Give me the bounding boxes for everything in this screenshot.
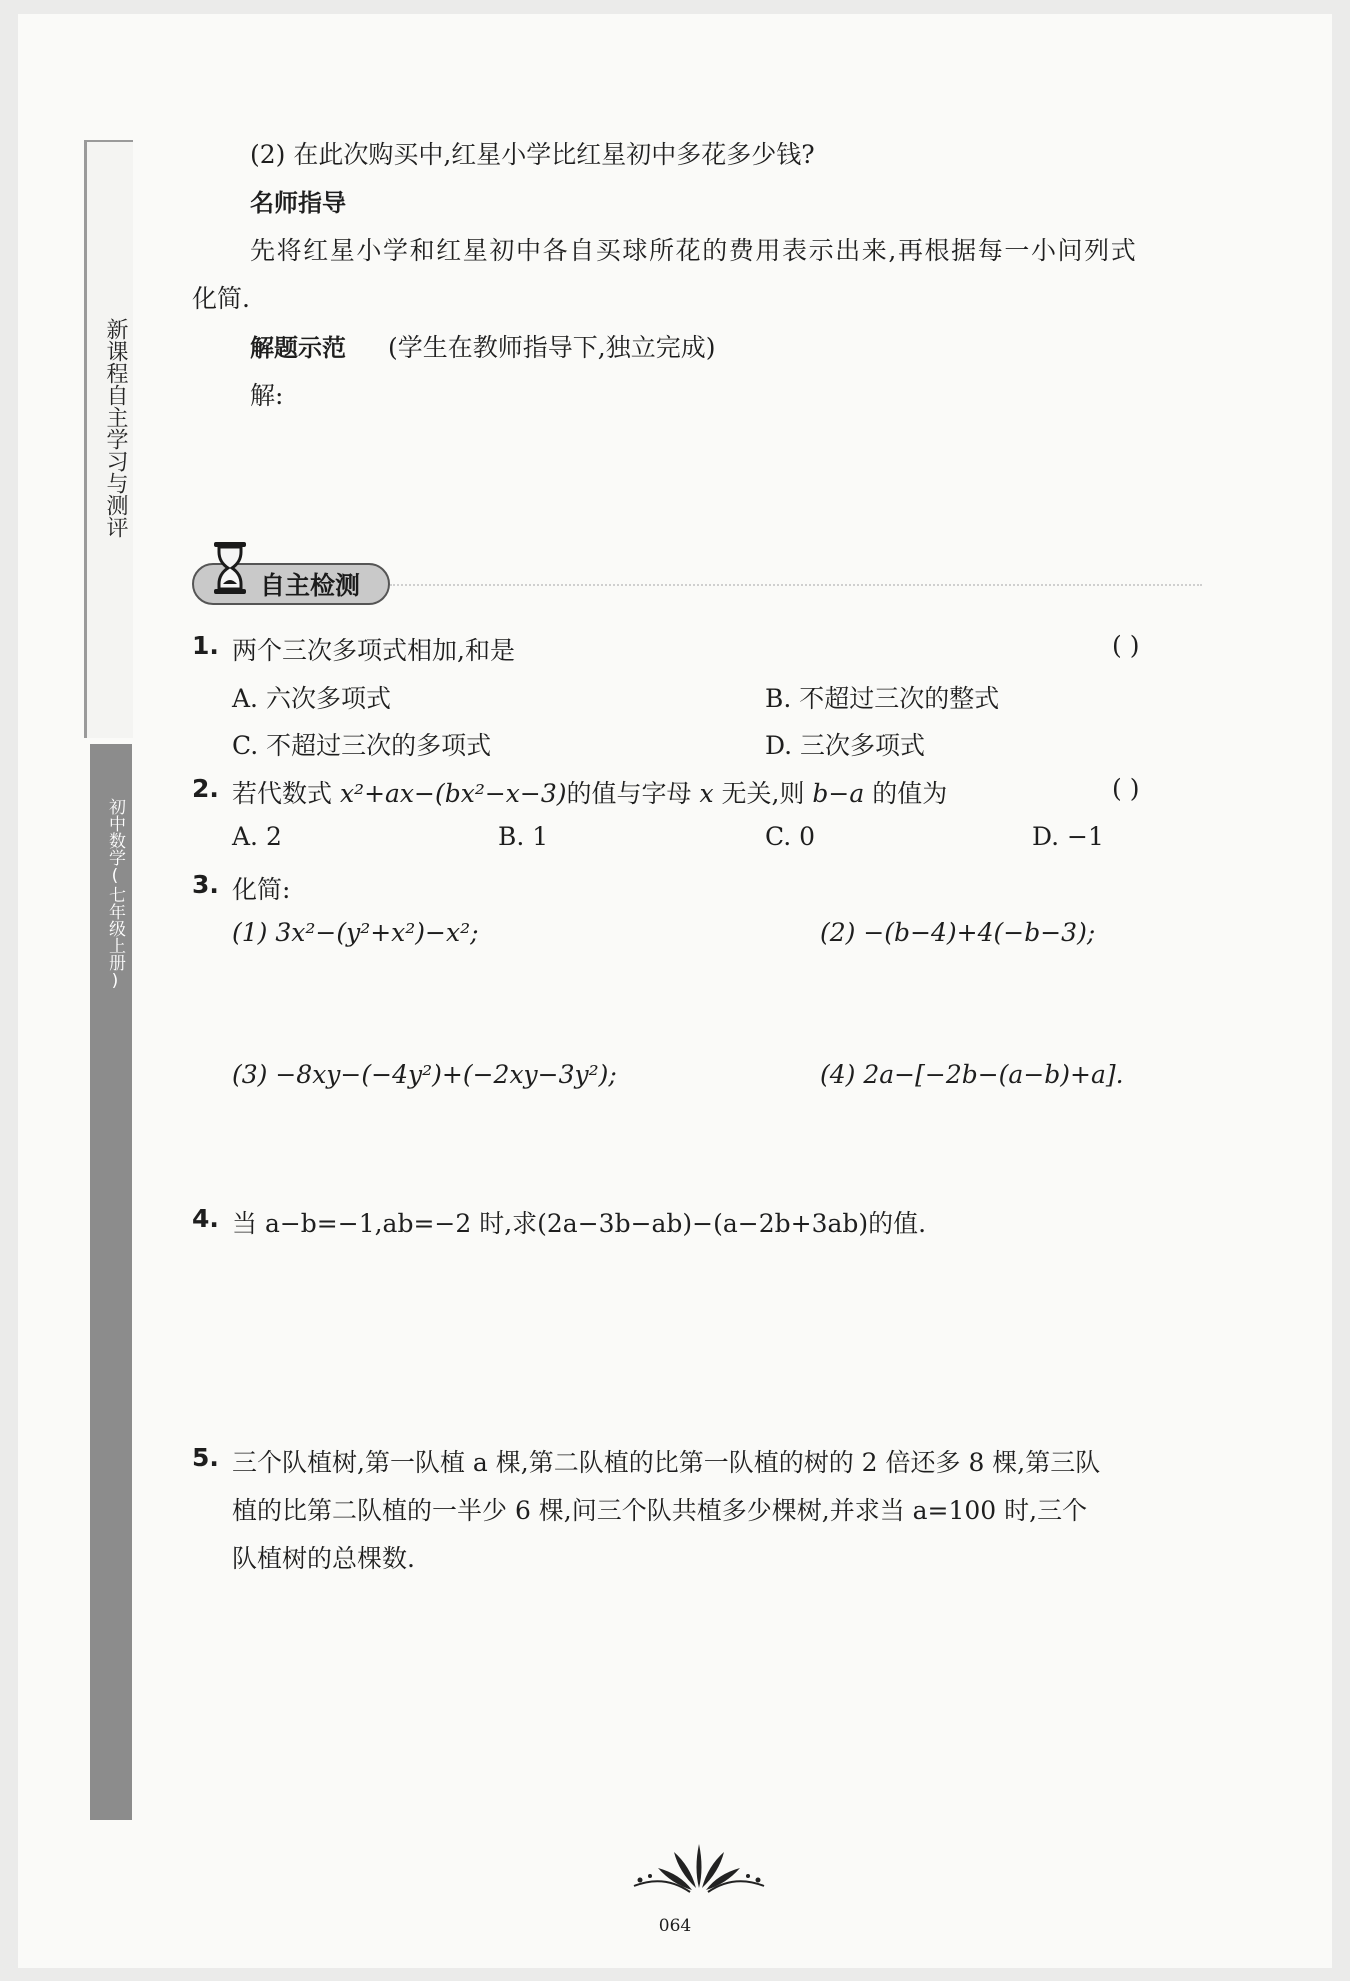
example-question-2: (2) 在此次购买中,红星小学比红星初中多花多少钱? — [250, 140, 815, 169]
q3-part-4: (4) 2a−[−2b−(a−b)+a]. — [820, 1060, 1124, 1089]
q5-line-2: 植的比第二队植的一半少 6 棵,问三个队共植多少棵树,并求当 a=100 时,三个 — [232, 1496, 1088, 1525]
side-tab-upper-label: 新课程自主学习与测评 — [103, 318, 128, 538]
q1-stem: 两个三次多项式相加,和是 — [232, 636, 515, 665]
q2-stem-c: 无关,则 — [713, 779, 813, 808]
q3-number: 3. — [192, 870, 219, 899]
q4-stem: 当 a−b=−1,ab=−2 时,求(2a−3b−ab)−(a−2b+3ab)的值. — [232, 1209, 927, 1238]
q1-option-b: B. 不超过三次的整式 — [765, 684, 1000, 713]
guide-text-line1: 先将红星小学和红星初中各自买球所花的费用表示出来,再根据每一小问列式 — [250, 236, 1138, 265]
q4-number: 4. — [192, 1204, 219, 1233]
q2-answer-expr: b−a — [812, 779, 865, 808]
q2-option-d: D. −1 — [1032, 822, 1104, 851]
q2-expression: x²+ax−(bx²−x−3) — [339, 779, 567, 808]
q1-option-c: C. 不超过三次的多项式 — [232, 731, 492, 760]
q2-stem — [232, 774, 947, 810]
q5-line-3: 队植树的总棵数. — [232, 1544, 415, 1573]
q2-stem-d: 的值为 — [864, 779, 948, 808]
guide-text-line2: 化简. — [192, 284, 250, 313]
q2-variable: x — [699, 779, 714, 808]
q1-answer-blank[interactable]: ( ) — [1112, 631, 1140, 660]
leaf-ornament-icon — [624, 1838, 774, 1896]
solution-note: (学生在教师指导下,独立完成) — [388, 333, 716, 362]
q2-stem-b: 的值与字母 — [566, 779, 700, 808]
q3-part-2: (2) −(b−4)+4(−b−3); — [820, 918, 1096, 947]
q2-option-c: C. 0 — [765, 822, 816, 851]
section-title: 自主检测 — [260, 571, 361, 600]
q2-option-a: A. 2 — [232, 822, 282, 851]
q5-number: 5. — [192, 1443, 219, 1472]
hourglass-icon — [210, 540, 250, 596]
q1-option-d: D. 三次多项式 — [765, 731, 926, 760]
q2-answer-blank[interactable]: ( ) — [1112, 774, 1140, 803]
side-tab-lower-label: 初中数学(七年级上册) — [105, 798, 125, 991]
q3-stem: 化简: — [232, 875, 291, 904]
solution-start: 解: — [250, 381, 284, 410]
q2-stem-a: 若代数式 — [232, 779, 340, 808]
solution-heading: 解题示范 — [250, 334, 346, 362]
q1-option-a: A. 六次多项式 — [232, 684, 391, 713]
q2-option-b: B. 1 — [498, 822, 549, 851]
q3-part-1: (1) 3x²−(y²+x²)−x²; — [232, 918, 479, 947]
q2-number: 2. — [192, 774, 219, 803]
page-number: 064 — [658, 1916, 692, 1936]
q1-number: 1. — [192, 631, 219, 660]
section-dotted-rule — [390, 584, 1202, 586]
q3-part-3: (3) −8xy−(−4y²)+(−2xy−3y²); — [232, 1060, 617, 1089]
q5-line-1: 三个队植树,第一队植 a 棵,第二队植的比第一队植的树的 2 倍还多 8 棵,第三队 — [232, 1448, 1101, 1477]
guide-heading: 名师指导 — [250, 189, 346, 217]
